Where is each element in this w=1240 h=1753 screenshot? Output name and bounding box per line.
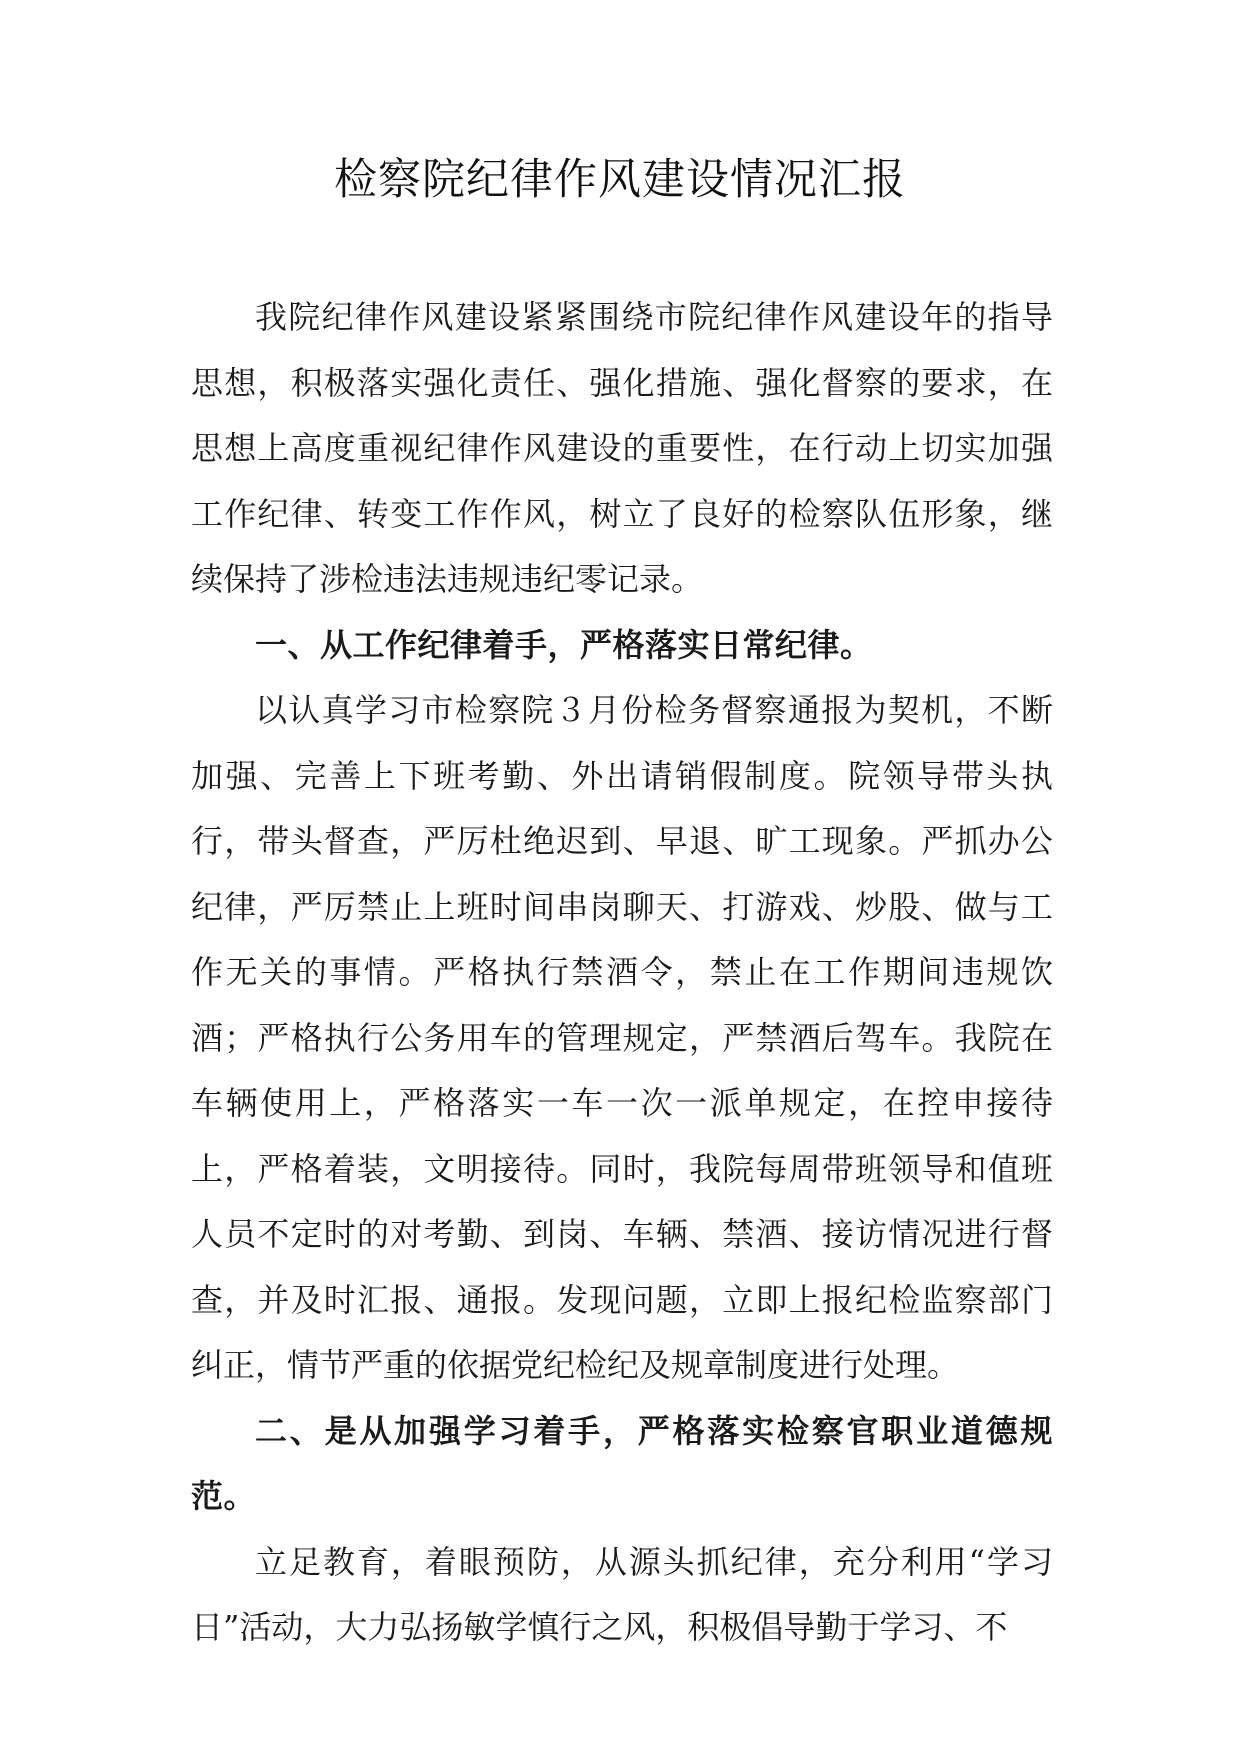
document-title: 检察院纪律作风建设情况汇报 (334, 155, 906, 205)
section-1-heading: 一、从工作纪律着手，严格落实日常纪律。 (255, 625, 873, 664)
section-1-paragraph: 以认真学习市检察院３月份检务督察通报为契机，不断加强、完善上下班考勤、外出请销假制度。院领导带头执行，带头督查，严厉杜绝迟到、早退、旷工现象。严抓办公纪律，严厉禁止上班时间串岗聊天、打游戏、炒股、做与工作无关的事情。严格执行禁酒令，禁止在工作期间违规饮酒；严格执行公务用车的管理规定，严禁酒后驾车。我院在车辆使用上，严格落实一车一次一派单规定，在控申接待上，严格着装，文明接待。同时，我院每周带班领导和值班人员不定时的对考勤、到岗、车辆、禁酒、接访情况进行督查，并及时汇报、通报。发现问题，立即上报纪检监察部门纠正，情节严重的依据党纪检纪及规章制度进行处理。 (191, 691, 1053, 1384)
section-2-paragraph: 立足教育，着眼预防，从源头抓纪律，充分利用“学习日”活动，大力弘扬敏学慎行之风，积极倡导勤于学习、不 (191, 1542, 1053, 1646)
document-body (191, 285, 1053, 1661)
intro-paragraph: 我院纪律作风建设紧紧围绕市院纪律作风建设年的指导思想，积极落实强化责任、强化措施、强化督察的要求，在思想上高度重视纪律作风建设的重要性，在行动上切实加强工作纪律、转变工作作风，树立了良好的检察队伍形象，继续保持了涉检违法违规违纪零记录。 (191, 298, 1053, 598)
section-2-heading: 二、是从加强学习着手，严格落实检察官职业道德规范。 (191, 1411, 1053, 1515)
